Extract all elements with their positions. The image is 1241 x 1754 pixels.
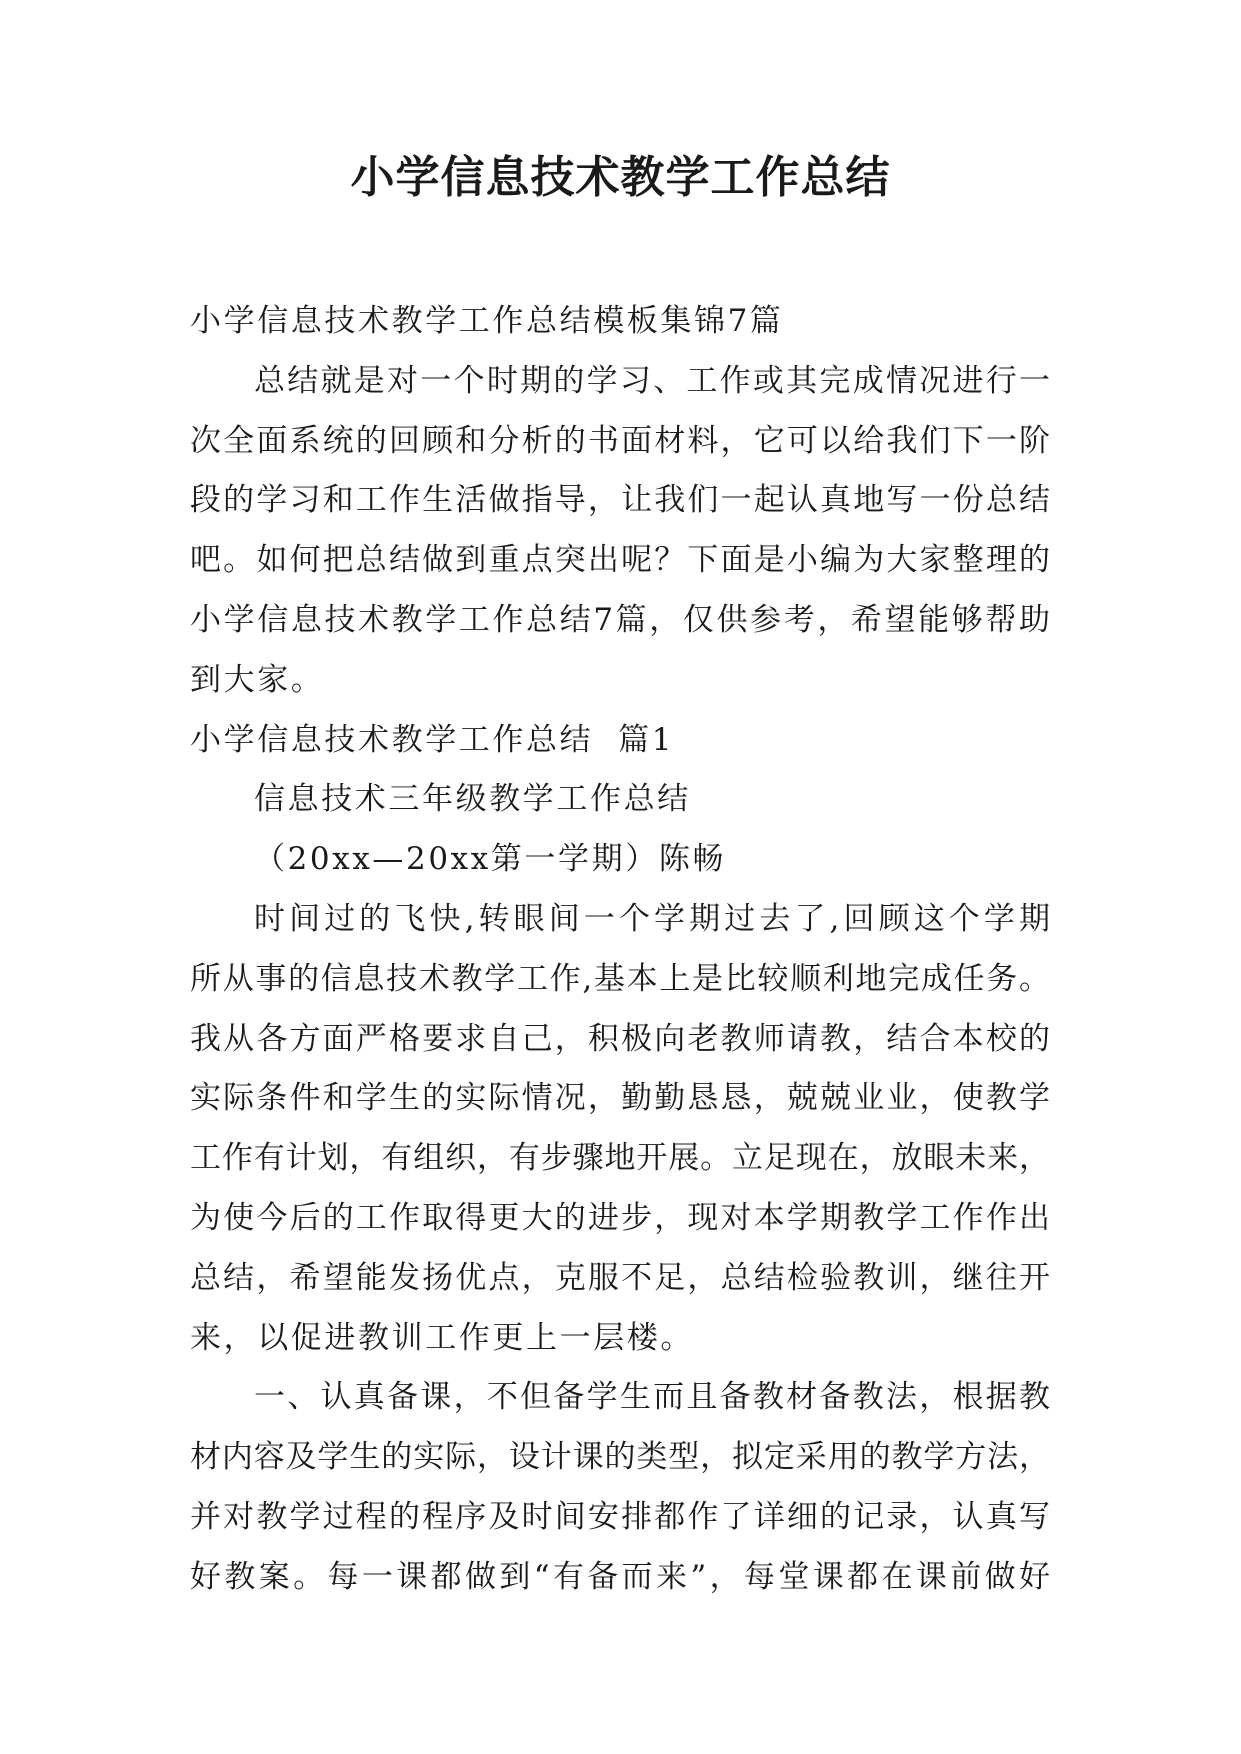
paragraph-line: 材内容及学生的实际，设计课的类型，拟定采用的教学方法， (190, 1439, 1050, 1476)
paragraph-line: 为使今后的工作取得更大的进步，现对本学期教学工作作出 (190, 1199, 1050, 1236)
paragraph-line: 来，以促进教训工作更上一层楼。 (190, 1319, 694, 1356)
paragraph-line: 总结就是对一个时期的学习、工作或其完成情况进行一 (254, 362, 1050, 399)
section-subtitle: 信息技术三年级教学工作总结 (254, 781, 691, 818)
section-author-line: （20xx—20xx第一学期）陈畅 (254, 841, 727, 878)
paragraph-line: 吧。如何把总结做到重点突出呢？下面是小编为大家整理的 (190, 542, 1050, 579)
document-title: 小学信息技术教学工作总结 (350, 152, 891, 203)
paragraph-line: 我从各方面严格要求自己，积极向老教师请教，结合本校的 (190, 1020, 1050, 1057)
paragraph-line: 总结，希望能发扬优点，克服不足，总结检验教训，继往开 (190, 1259, 1050, 1296)
paragraph-line: 工作有计划，有组织，有步骤地开展。立足现在，放眼未来， (190, 1140, 1050, 1177)
paragraph-line: 小学信息技术教学工作总结7篇，仅供参考，希望能够帮助 (190, 601, 1050, 638)
paragraph-line: 实际条件和学生的实际情况，勤勤恳恳，兢兢业业，使教学 (190, 1080, 1050, 1117)
subtitle-line: 小学信息技术教学工作总结模板集锦7篇 (190, 303, 784, 339)
document-body (190, 292, 1050, 1608)
paragraph-line: 时间过的飞快,转眼间一个学期过去了,回顾这个学期 (254, 900, 1050, 937)
paragraph-line: 好教案。每一课都做到“有备而来”，每堂课都在课前做好 (190, 1558, 1050, 1595)
paragraph-line: 并对教学过程的程序及时间安排都作了详细的记录，认真写 (190, 1498, 1050, 1535)
section-heading: 小学信息技术教学工作总结 篇1 (190, 721, 675, 758)
paragraph-line: 到大家。 (190, 661, 325, 698)
paragraph-line: 一、认真备课，不但备学生而且备教材备教法，根据教 (254, 1379, 1050, 1416)
paragraph-line: 所从事的信息技术教学工作,基本上是比较顺利地完成任务。 (190, 960, 1050, 997)
paragraph-line: 次全面系统的回顾和分析的书面材料，它可以给我们下一阶 (190, 422, 1050, 459)
paragraph-line: 段的学习和工作生活做指导，让我们一起认真地写一份总结 (190, 482, 1050, 519)
